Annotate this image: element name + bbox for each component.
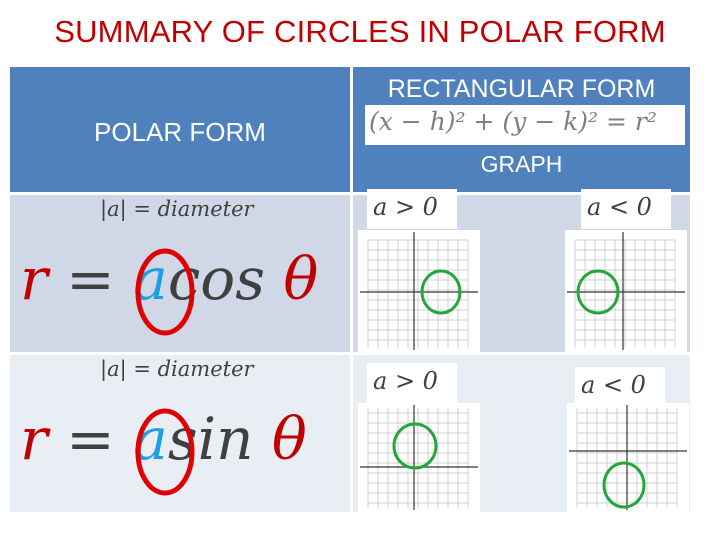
graph-cos-positive-plot xyxy=(358,230,480,352)
formula-r: r xyxy=(20,405,48,473)
row-sin-graph-cell xyxy=(353,355,690,512)
graph-neg-label-box xyxy=(581,189,671,229)
page-title: SUMMARY OF CIRCLES IN POLAR FORM xyxy=(54,14,666,49)
graph-sin-negative xyxy=(567,403,689,512)
header-graph-label: GRAPH xyxy=(480,151,563,177)
formula-equals: = xyxy=(66,245,115,313)
graph-pos-label-box xyxy=(367,189,457,229)
formula-theta: θ xyxy=(283,245,319,313)
graph-sin-negative-plot xyxy=(567,403,689,512)
formula-function: cos xyxy=(167,245,265,313)
formula-theta: θ xyxy=(271,405,307,473)
formula-function: sin xyxy=(167,405,254,473)
graph-cos-positive xyxy=(358,230,480,352)
rectangular-equation: (x − h)² + (y − k)² = r² xyxy=(369,107,657,136)
graph-sin-positive xyxy=(358,403,480,512)
graph-sin-positive-plot xyxy=(358,403,480,512)
diameter-note: |a| = diameter xyxy=(100,357,254,381)
header-rectangular-form-label: RECTANGULAR FORM xyxy=(387,75,656,103)
graph-neg-label: a < 0 xyxy=(587,193,652,221)
highlight-circle-a-sin xyxy=(10,355,350,512)
diameter-note: |a| = diameter xyxy=(100,197,254,221)
header-polar-form-cell xyxy=(10,67,350,192)
row-cos-formula-cell xyxy=(10,195,350,352)
graph-pos-label-box xyxy=(367,363,457,403)
graph-pos-label: a > 0 xyxy=(373,367,438,395)
header-rectangular-form-cell xyxy=(353,67,690,192)
highlight-circle-a-cos xyxy=(10,195,350,352)
graph-cos-negative-plot xyxy=(565,230,687,352)
rectangular-equation-box xyxy=(365,105,685,145)
summary-table xyxy=(10,67,690,510)
row-sin-formula-cell xyxy=(10,355,350,512)
formula-a: a xyxy=(133,245,168,313)
header-polar-form-label: POLAR FORM xyxy=(94,117,266,147)
formula-equals: = xyxy=(66,405,115,473)
row-cos-graph-cell xyxy=(353,195,690,352)
formula-r: r xyxy=(20,245,48,313)
graph-cos-negative xyxy=(565,230,687,352)
graph-neg-label-box xyxy=(575,367,665,407)
graph-pos-label: a > 0 xyxy=(373,193,438,221)
graph-neg-label: a < 0 xyxy=(581,371,646,399)
formula-a: a xyxy=(133,405,168,473)
